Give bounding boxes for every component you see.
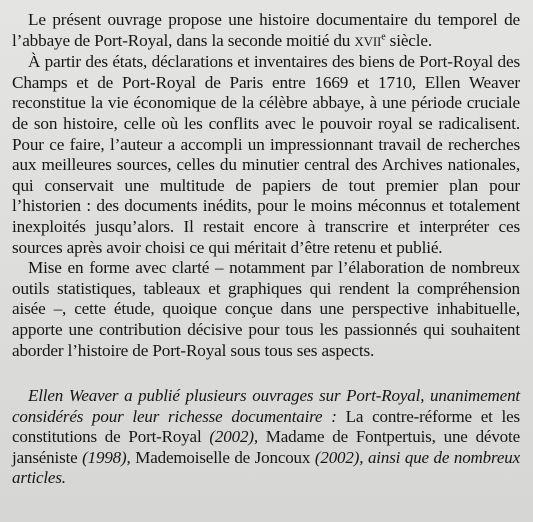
- paragraph-1: Le présent ouvrage propose une histoire documentaire du temporel de l’abbaye de Port-Royal, dans la seconde moitié du XVIIe siècle.: [12, 10, 520, 50]
- bio-paragraph: Ellen Weaver a publié plusieurs ouvrages sur Port-Royal, unanimement considérés pour leur richesse documentaire : La contre-réforme et les constitutions de Port-Royal (2002), Madame de Fontpertuis, une dévote janséniste (1998), Mademoiselle de Joncoux (2002), ainsi que de nombreux articles.: [12, 386, 520, 488]
- paragraph-2: À partir des états, déclarations et inventaires des biens de Port-Royal des Champs et de Port-Royal de Paris entre 1669 et 1710, Ellen Weaver reconstitue la vie économique de la célèbre abbaye, à une période cruciale de son histoire, celle où les conflits avec le pouvoir royal se radicalisent. Pour ce faire, l’auteur a accompli un impressionnant travail de recherches aux meilleures sources, celles du minutier central des Archives nationales, qui conservait une multitude de papiers de tout premier plan pour l’historien : des documents inédits, pour le moins méconnus et totalement inexploités jusqu’alors. Il restait encore à transcrire et interpréter ces sources après avoir choisi ce qui méritait d’être retenu et publié.: [12, 52, 520, 257]
- book-title: Madame de Fontpertuis, une dévote janséniste: [12, 427, 520, 467]
- book-title: Mademoiselle de Joncoux: [135, 447, 315, 467]
- paragraph-3: Mise en forme avec clarté – notamment par l’élaboration de nombreux outils statistiques, tableaux et graphiques qui rendent la compréhension aisée –, cette étude, quoique conçue dans une perspective inhabituelle, apporte une contribution décisive pour tous les passionnés qui souhaitent aborder l’histoire de Port-Royal sous tous ses aspects.: [12, 258, 520, 360]
- century-numeral: XVII: [354, 33, 382, 49]
- author-bio: [12, 386, 520, 489]
- description-text: [12, 10, 520, 361]
- book-title: La contre-réforme et les constitutions de Port-Royal: [12, 406, 520, 447]
